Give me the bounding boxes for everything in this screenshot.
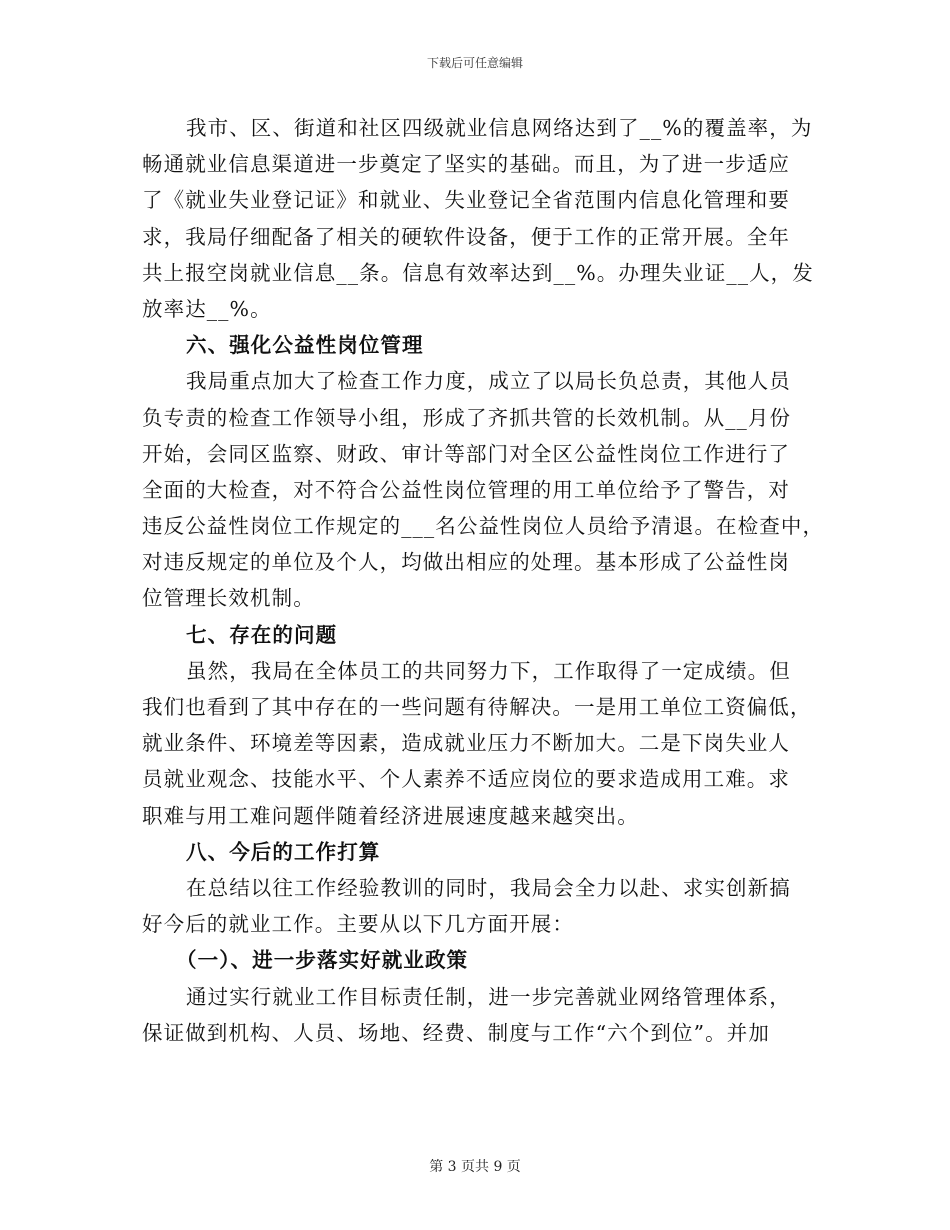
text-line: 对违反规定的单位及个人，均做出相应的处理。基本形成了公益性岗 [142,550,790,575]
text-line: 违反公益性岗位工作规定的___名公益性岗位人员给予清退。在检查中， [142,514,825,539]
text-line: 我市、区、街道和社区四级就业信息网络达到了__%的覆盖率，为 [186,116,813,140]
subsection-heading-1: （一）、进一步落实好就业政策 [176,948,469,973]
document-body [142,110,825,1051]
text-line: 负专责的检查工作领导小组，形成了齐抓共管的长效机制。从__月份 [142,405,792,430]
text-line: 我局重点加大了检查工作力度，成立了以局长负总责，其他人员 [186,369,791,394]
text-line: 保证做到机构、人员、场地、经费、制度与工作“六个到位”。并加 [142,1020,770,1045]
text-line: 在总结以往工作经验教训的同时，我局会全力以赴、求实创新搞 [186,875,791,900]
text-line: 畅通就业信息渠道进一步奠定了坚实的基础。而且，为了进一步适应 [142,152,790,177]
text-line: 员就业观念、技能水平、个人素养不适应岗位的要求造成用工难。求 [142,767,790,792]
text-line: 职难与用工难问题伴随着经济进展速度越来越突出。 [142,803,639,828]
section-heading-7: 七、存在的问题 [186,622,338,647]
text-line: 我们也看到了其中存在的一些问题有待解决。一是用工单位工资偏低， [142,695,812,719]
section-heading-8: 八、今后的工作打算 [186,839,381,864]
text-line: 就业条件、环境差等因素，造成就业压力不断加大。二是下岗失业人 [142,731,790,756]
text-line: 求，我局仔细配备了相关的硬软件设备，便于工作的正常开展。全年 [142,224,790,249]
section-heading-6: 六、强化公益性岗位管理 [186,333,424,358]
text-line: 放率达__%。 [142,296,272,321]
text-line: 了《就业失业登记证》和就业、失业登记全省范围内信息化管理和要 [142,188,790,213]
text-line: 开始，会同区监察、财政、审计等部门对全区公益性岗位工作进行了 [142,441,790,466]
text-line: 通过实行就业工作目标责任制，进一步完善就业网络管理体系， [186,984,791,1009]
page-number: 第 3 页共 9 页 [429,1159,521,1175]
text-line: 好今后的就业工作。主要从以下几方面开展： [142,912,574,937]
header-note: 下载后可任意编辑 [426,56,523,70]
text-line: 位管理长效机制。 [142,586,315,611]
text-line: 全面的大检查，对不符合公益性岗位管理的用工单位给予了警告，对 [142,477,790,502]
text-line: 虽然，我局在全体员工的共同努力下，工作取得了一定成绩。但 [186,658,791,683]
text-line: 共上报空岗就业信息__条。信息有效率达到__%。办理失业证__人，发 [142,260,814,285]
